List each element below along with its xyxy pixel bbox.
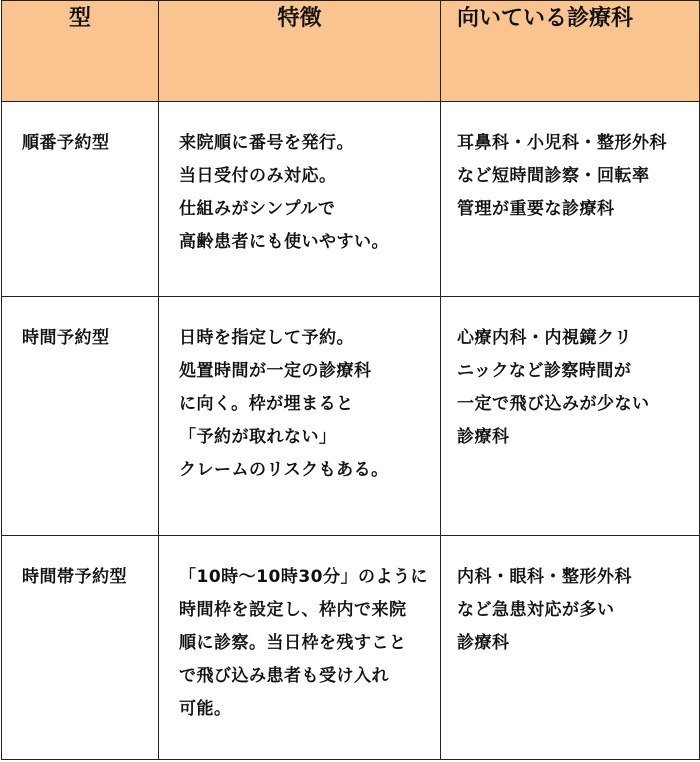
feature-line: 日時を指定して予約。 <box>179 328 354 348</box>
table-body <box>2 102 700 760</box>
table-row <box>2 536 700 760</box>
table-row <box>2 102 700 297</box>
feature-line: 「予約が取れない」 <box>179 427 337 447</box>
header-type: 型 <box>2 1 159 102</box>
feature-line: 仕組みがシンプルで <box>179 199 336 219</box>
type-label: 時間帯予約型 <box>22 567 127 587</box>
type-cell <box>2 297 159 536</box>
feature-line: 可能。 <box>179 699 232 719</box>
feature-line: 時間枠を設定し、枠内で来院 <box>179 600 407 620</box>
department-line: 心療内科・内視鏡クリ <box>457 328 632 348</box>
type-label: 順番予約型 <box>22 133 110 153</box>
departments-cell <box>441 536 700 760</box>
feature-line: 高齢患者にも使いやすい。 <box>179 232 389 252</box>
department-line: 管理が重要な診療科 <box>457 199 615 219</box>
department-line: 耳鼻科・小児科・整形外科 <box>457 133 667 153</box>
features-cell <box>159 297 441 536</box>
department-line: ニックなど診察時間が <box>457 361 632 381</box>
departments-cell <box>441 297 700 536</box>
type-cell <box>2 536 159 760</box>
table-header <box>2 1 700 102</box>
feature-line: に向く。枠が埋まると <box>179 394 354 414</box>
type-label: 時間予約型 <box>22 328 110 348</box>
header-departments: 向いている診療科 <box>441 1 700 102</box>
feature-line: 来院順に番号を発行。 <box>179 133 354 153</box>
feature-line: で飛び込み患者も受け入れ <box>179 666 389 686</box>
table-row <box>2 297 700 536</box>
header-features: 特徴 <box>159 1 441 102</box>
departments-cell <box>441 102 700 297</box>
feature-line: 「10時〜10時30分」のように <box>179 567 428 587</box>
features-cell <box>159 102 441 297</box>
feature-line: 処置時間が一定の診療科 <box>179 361 372 381</box>
department-line: 内科・眼科・整形外科 <box>457 567 632 587</box>
department-line: など急患対応が多い <box>457 600 615 620</box>
feature-line: 当日受付のみ対応。 <box>179 166 337 186</box>
department-line: 診療科 <box>457 633 510 653</box>
department-line: など短時間診察・回転率 <box>457 166 650 186</box>
comparison-table <box>1 0 700 760</box>
feature-line: クレームのリスクもある。 <box>179 460 389 480</box>
type-cell <box>2 102 159 297</box>
department-line: 診療科 <box>457 427 510 447</box>
department-line: 一定で飛び込みが少ない <box>457 394 650 414</box>
feature-line: 順に診察。当日枠を残すこと <box>179 633 407 653</box>
features-cell <box>159 536 441 760</box>
header-row <box>2 1 700 102</box>
